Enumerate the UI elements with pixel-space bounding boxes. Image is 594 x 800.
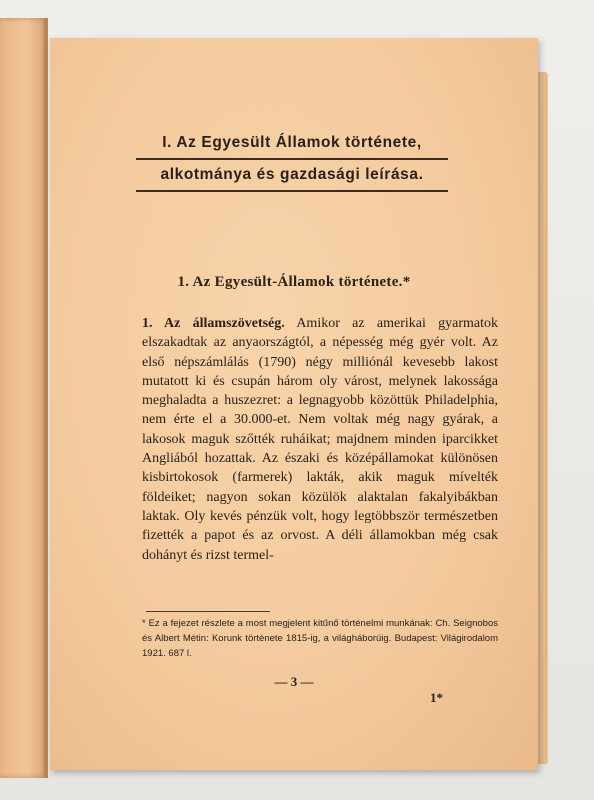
chapter-heading-line1: I. Az Egyesült Államok története, xyxy=(136,128,448,160)
book-gutter xyxy=(44,18,48,778)
paragraph-text: Amikor az amerikai gyarmatok elszakadtak az anyaországtól, a népesség még gyér volt. Az első népszámlálás (1790) négy milliónál kevesebb lakost mutatott ki és csupán három oly várost, melynek lakossága meghaladta a huszezret: a legnagyobb közöttük Philadelphia, nem érte el a 30.000-et. Nem voltak még nagy gyárak, a lakosok maguk szőtték ruháikat; majdnem minden iparcikket Angliából hozattak. Az északi és középállamokat különösen kisbirtokosok (farmerek) lakták, akik maguk mívelték földeiket; nagyon sokan közülök alaktalan fakalyibákban laktak. Oly kevés pénzük volt, hogy legtöbbször természetben fizették a papot és az orvost. A déli államokban még csak dohányt és rizst termel- xyxy=(142,316,499,563)
chapter-heading-line2: alkotmánya és gazdasági leírása. xyxy=(136,160,448,192)
body-paragraph xyxy=(142,314,498,565)
signature-mark: 1* xyxy=(430,690,443,705)
left-page xyxy=(0,18,48,778)
paragraph-lead: 1. Az államszövetség. xyxy=(142,316,285,331)
page-number: — 3 — xyxy=(274,674,314,689)
footnote: * Ez a fejezet részlete a most megjelent kitűnő történelmi munkának: Ch. Seignobos és Albert Métin: Korunk története 1815-ig, a világháborúig. Budapest: Világirodalom 1921. 687 l. xyxy=(142,618,498,659)
chapter-heading xyxy=(136,128,448,192)
book-page xyxy=(50,38,538,770)
footnote-rule xyxy=(146,611,270,612)
section-title: 1. Az Egyesült-Államok története.* xyxy=(177,274,411,290)
